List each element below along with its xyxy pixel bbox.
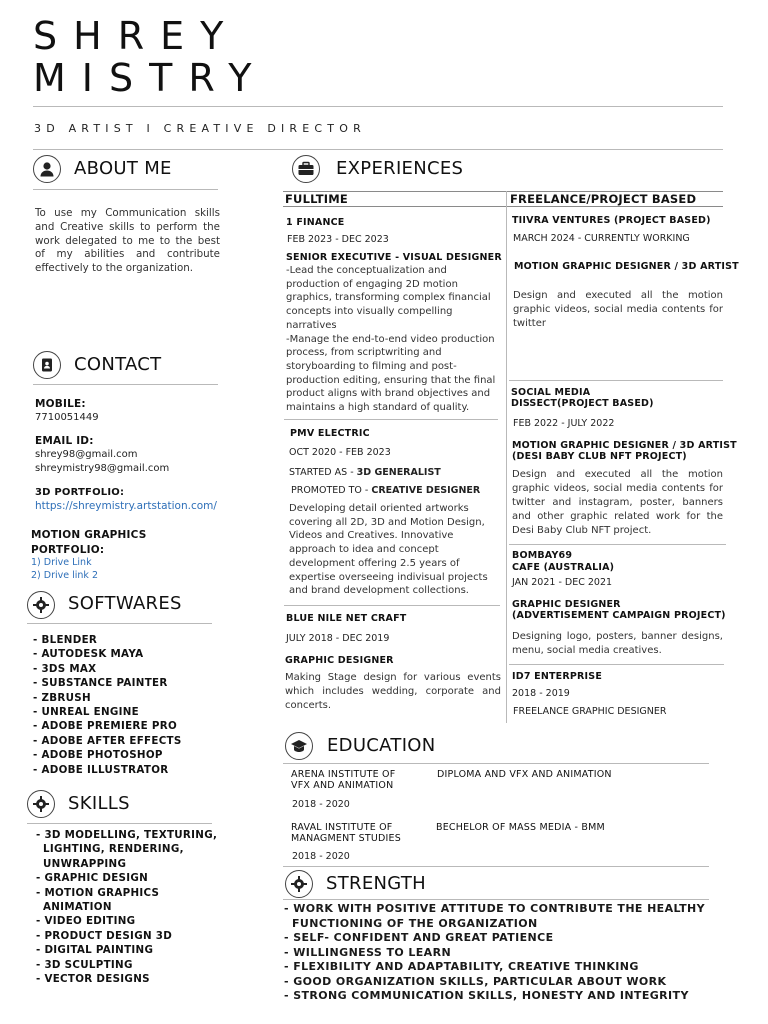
job-dates: FEB 2023 - DEC 2023 — [287, 234, 389, 245]
job-description: Design and executed all the motion graphic videos, social media contents for twitter and instagram, poster, banners and other graphic related work for the Desi Baby Club NFT project. — [512, 469, 723, 536]
list-item: UNWRAPPING — [43, 857, 127, 870]
softwares-divider — [27, 623, 212, 624]
institute-name-2: MANAGMENT STUDIES — [291, 833, 401, 844]
strength-title: STRENGTH — [326, 873, 427, 894]
job-role: GRAPHIC DESIGNER — [285, 655, 394, 666]
email-primary: shrey98@gmail.com — [35, 449, 138, 460]
list-item: - VIDEO EDITING — [36, 915, 136, 928]
job-description: Designing logo, posters, banner designs, menu, social media creatives. — [512, 631, 723, 656]
company-name: ID7 ENTERPRISE — [512, 671, 603, 682]
job-divider — [509, 664, 724, 665]
list-item: - ADOBE ILLUSTRATOR — [33, 763, 169, 776]
contact-title: CONTACT — [74, 354, 162, 375]
education-bottom-rule — [283, 866, 709, 867]
job-role-2: (DESI BABY CLUB NFT PROJECT) — [512, 451, 687, 462]
degree-name: BECHELOR OF MASS MEDIA - BMM — [436, 822, 605, 833]
experiences-title: EXPERIENCES — [336, 158, 464, 179]
list-item: - SUBSTANCE PAINTER — [33, 677, 168, 690]
job-started — [289, 467, 441, 478]
job-description: Developing detail oriented artworks covering all 2D, 3D and Motion Design, Videos and Creatives. Innovative approach to idea and concept development offering 2.5 years of expertise overseeing indivisual projects and brand development collections. — [289, 503, 488, 597]
job-dates: FEB 2022 - JULY 2022 — [513, 418, 615, 429]
institute-name: RAVAL INSTITUTE OF — [291, 822, 393, 833]
company-name: SOCIAL MEDIA — [511, 387, 591, 398]
institute-name-2: VFX AND ANIMATION — [291, 780, 394, 791]
list-item: - BLENDER — [33, 634, 98, 646]
briefcase-icon — [292, 155, 320, 183]
list-item: - 3D SCULPTING — [36, 958, 133, 971]
list-item: - VECTOR DESIGNS — [36, 973, 150, 986]
job-description: Making Stage design for various events which includes wedding, corporate and concerts. — [285, 672, 501, 711]
gear-icon — [285, 870, 313, 898]
promoted-role: CREATIVE DESIGNER — [371, 485, 481, 496]
mobile-number: 7710051449 — [35, 412, 99, 423]
list-item: - MOTION GRAPHICS — [36, 886, 160, 899]
strength-list — [284, 902, 705, 1004]
softwares-title: SOFTWARES — [68, 593, 182, 614]
softwares-list — [33, 633, 182, 777]
list-item: LIGHTING, RENDERING, — [43, 843, 184, 856]
started-role: 3D GENERALIST — [356, 467, 441, 478]
list-item: - ADOBE PHOTOSHOP — [33, 749, 163, 762]
job-description: Design and executed all the motion graphic videos, social media contents for twitter — [513, 290, 723, 329]
job-role: MOTION GRAPHIC DESIGNER / 3D ARTIST — [512, 440, 737, 451]
subtitle-divider — [33, 149, 723, 150]
job-description: -Lead the conceptualization and production of engaging 2D motion graphics, transforming complex financial concepts into visually compelling narratives -Manage the end-to-end video production process, from scriptwriting and storyboarding to filming and post-production editing, ensuring that the final product aligns with brand objectives and maintains a high standard of quality. — [286, 265, 496, 414]
list-item: - STRONG COMMUNICATION SKILLS, HONESTY AND INTEGRITY — [284, 989, 689, 1002]
list-item: - DIGITAL PAINTING — [36, 944, 154, 957]
job-divider — [284, 419, 498, 420]
contact-divider — [33, 384, 218, 385]
strength-divider — [283, 899, 709, 900]
job-divider — [284, 605, 500, 606]
job-dates: OCT 2020 - FEB 2023 — [289, 447, 391, 458]
promoted-prefix: PROMOTED TO - — [291, 485, 372, 496]
list-item: - SELF- CONFIDENT AND GREAT PATIENCE — [284, 931, 554, 944]
last-name: MISTRY — [33, 56, 268, 100]
education-title: EDUCATION — [327, 735, 436, 756]
education-divider — [283, 763, 709, 764]
job-role: MOTION GRAPHIC DESIGNER / 3D ARTIST — [514, 261, 739, 272]
address-book-icon — [33, 351, 61, 379]
skills-title: SKILLS — [68, 793, 130, 814]
user-icon — [33, 155, 61, 183]
company-name-2: CAFE (AUSTRALIA) — [512, 562, 615, 573]
education-years: 2018 - 2020 — [292, 799, 350, 810]
job-role: FREELANCE GRAPHIC DESIGNER — [513, 706, 667, 717]
job-role: GRAPHIC DESIGNER — [512, 599, 621, 610]
email-label: EMAIL ID: — [35, 435, 94, 447]
degree-name: DIPLOMA AND VFX AND ANIMATION — [437, 769, 612, 780]
portfolio-label: 3D PORTFOLIO: — [35, 487, 125, 498]
about-title: ABOUT ME — [74, 158, 172, 179]
list-item: - FLEXIBILITY AND ADAPTABILITY, CREATIVE THINKING — [284, 960, 639, 973]
list-item: FUNCTIONING OF THE ORGANIZATION — [292, 916, 538, 930]
job-divider — [509, 380, 723, 381]
list-item: - GOOD ORGANIZATION SKILLS, PARTICULAR ABOUT WORK — [284, 974, 667, 988]
company-name: PMV ELECTRIC — [290, 428, 370, 439]
company-name: TIIVRA VENTURES (PROJECT BASED) — [512, 215, 711, 226]
skills-divider — [27, 823, 212, 824]
portfolio-link[interactable]: https://shreymistry.artstation.com/ — [35, 500, 217, 512]
experience-column-divider — [506, 191, 507, 723]
list-item: - ADOBE PREMIERE PRO — [33, 720, 177, 733]
email-secondary: shreymistry98@gmail.com — [35, 463, 170, 474]
job-role: SENIOR EXECUTIVE - VISUAL DESIGNER — [286, 252, 502, 263]
about-text: To use my Communication skills and Creative skills to perform the work delegated to me to the best of my abilities and contribute effectively to the organization. — [35, 207, 220, 275]
gear-icon — [27, 790, 55, 818]
graduation-cap-icon — [285, 732, 313, 760]
job-role-2: (ADVERTISEMENT CAMPAIGN PROJECT) — [512, 610, 726, 621]
motion-portfolio-label: MOTION GRAPHICS — [31, 529, 147, 541]
company-name-2: DISSECT(PROJECT BASED) — [511, 398, 654, 409]
list-item: ANIMATION — [43, 901, 112, 914]
gear-icon — [27, 591, 55, 619]
job-dates: MARCH 2024 - CURRENTLY WORKING — [513, 233, 690, 244]
company-name: BLUE NILE NET CRAFT — [286, 613, 407, 624]
drive-link-1[interactable]: 1) Drive Link — [31, 557, 92, 568]
education-years: 2018 - 2020 — [292, 851, 350, 862]
list-item: - 3D MODELLING, TEXTURING, — [36, 829, 218, 841]
freelance-header: FREELANCE/PROJECT BASED — [510, 192, 697, 206]
drive-link-2[interactable]: 2) Drive link 2 — [31, 570, 98, 581]
fulltime-header: FULLTIME — [285, 192, 348, 206]
company-name: BOMBAY69 — [512, 550, 573, 561]
list-item: - WILLINGNESS TO LEARN — [284, 945, 452, 959]
skills-list — [36, 828, 217, 986]
institute-name: ARENA INSTITUTE OF — [291, 769, 396, 780]
first-name: SHREY — [33, 14, 240, 58]
job-dates: 2018 - 2019 — [512, 688, 570, 699]
motion-portfolio-label-2: PORTFOLIO: — [31, 544, 105, 556]
list-item: - ADOBE AFTER EFFECTS — [33, 734, 182, 747]
job-divider — [509, 544, 726, 545]
list-item: - GRAPHIC DESIGN — [36, 872, 149, 885]
header-divider — [33, 106, 723, 107]
list-item: - ZBRUSH — [33, 691, 91, 704]
about-divider — [33, 189, 218, 190]
list-item: - PRODUCT DESIGN 3D — [36, 929, 173, 942]
started-prefix: STARTED AS - — [289, 467, 357, 478]
list-item: - UNREAL ENGINE — [33, 706, 140, 719]
mobile-label: MOBILE: — [35, 398, 86, 410]
experience-header-rule — [283, 206, 723, 207]
list-item: - AUTODESK MAYA — [33, 648, 144, 661]
job-dates: JULY 2018 - DEC 2019 — [286, 633, 390, 644]
list-item: - 3DS MAX — [33, 662, 97, 675]
job-promoted — [291, 485, 480, 496]
job-subtitle: 3D ARTIST I CREATIVE DIRECTOR — [34, 122, 366, 135]
job-dates: JAN 2021 - DEC 2021 — [512, 577, 613, 588]
company-name: 1 FINANCE — [286, 217, 345, 228]
list-item: - WORK WITH POSITIVE ATTITUDE TO CONTRIBUTE THE HEALTHY — [284, 902, 705, 915]
